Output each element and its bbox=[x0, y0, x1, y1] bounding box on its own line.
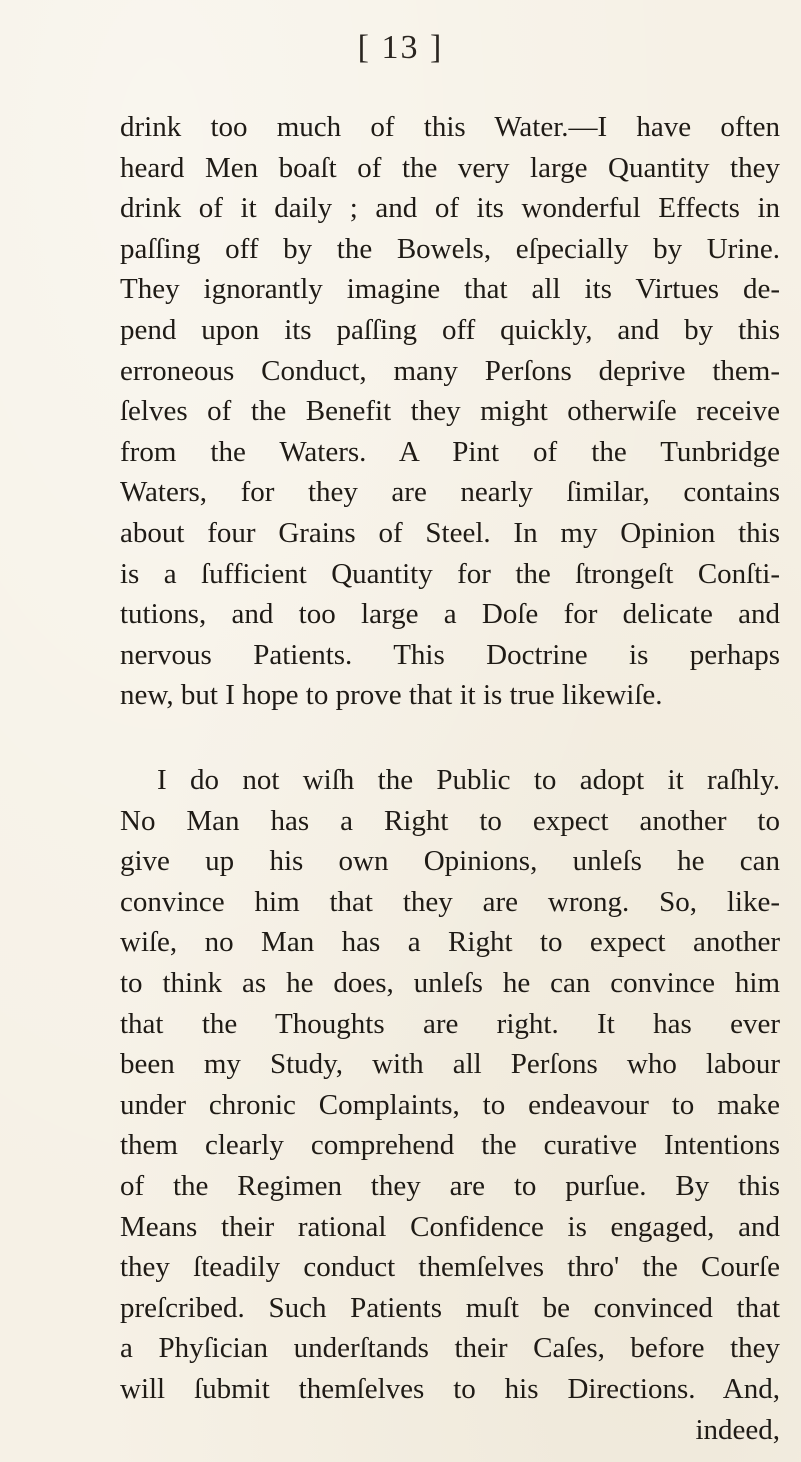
text-line: under chronic Complaints, to endeavour to make bbox=[120, 1088, 780, 1121]
text-line: heard Men boaſt of the very large Quantity they bbox=[120, 151, 780, 184]
page-number: [ 13 ] bbox=[357, 29, 444, 66]
text-line: to think as he does, unleſs he can convince him bbox=[120, 967, 780, 999]
text-line: I do not wiſh the Public to adopt it raſhly. bbox=[157, 764, 780, 796]
text-line: from the Waters. A Pint of the Tunbridge bbox=[120, 435, 780, 468]
text-line: new, but I hope to prove that it is true likewiſe. bbox=[120, 679, 663, 712]
text-line: preſcribed. Such Patients muſt be convinced that bbox=[120, 1291, 780, 1324]
text-line: been my Study, with all Perſons who labour bbox=[120, 1048, 780, 1081]
text-line: that the Thoughts are right. It has ever bbox=[120, 1007, 780, 1040]
text-line: drink of it daily ; and of its wonderful Effects in bbox=[120, 192, 780, 225]
text-line: No Man has a Right to expect another to bbox=[120, 804, 780, 837]
text-line: of the Regimen they are to purſue. By this bbox=[120, 1170, 780, 1202]
text-line: is a ſufficient Quantity for the ſtrongeſt Conſti- bbox=[120, 557, 780, 590]
text-line: they ſteadily conduct themſelves thro' the Courſe bbox=[120, 1251, 780, 1284]
text-line: They ignorantly imagine that all its Virtues de- bbox=[120, 273, 780, 306]
text-line: Means their rational Confidence is engaged, and bbox=[120, 1210, 780, 1243]
text-line: convince him that they are wrong. So, like- bbox=[120, 885, 780, 918]
text-line: will ſubmit themſelves to his Directions. And, bbox=[120, 1373, 780, 1405]
text-line: about four Grains of Steel. In my Opinion this bbox=[120, 517, 780, 549]
text-line: pend upon its paſſing off quickly, and by this bbox=[120, 314, 780, 346]
text-line: give up his own Opinions, unleſs he can bbox=[120, 845, 780, 878]
text-line: drink too much of this Water.—I have often bbox=[120, 111, 780, 143]
text-line: a Phyſician underſtands their Caſes, before they bbox=[120, 1332, 780, 1365]
text-line: tutions, and too large a Doſe for delicate and bbox=[120, 598, 780, 631]
text-line: nervous Patients. This Doctrine is perhaps bbox=[120, 638, 780, 671]
text-line: ſelves of the Benefit they might otherwiſe receive bbox=[120, 395, 780, 428]
catchword: indeed, bbox=[695, 1413, 780, 1446]
text-line: Waters, for they are nearly ſimilar, contains bbox=[120, 476, 780, 509]
text-line: erroneous Conduct, many Perſons deprive them- bbox=[120, 354, 780, 387]
text-line: paſſing off by the Bowels, eſpecially by Urine. bbox=[120, 232, 780, 265]
text-line: them clearly comprehend the curative Intentions bbox=[120, 1129, 780, 1162]
text-line: wiſe, no Man has a Right to expect another bbox=[120, 926, 780, 959]
